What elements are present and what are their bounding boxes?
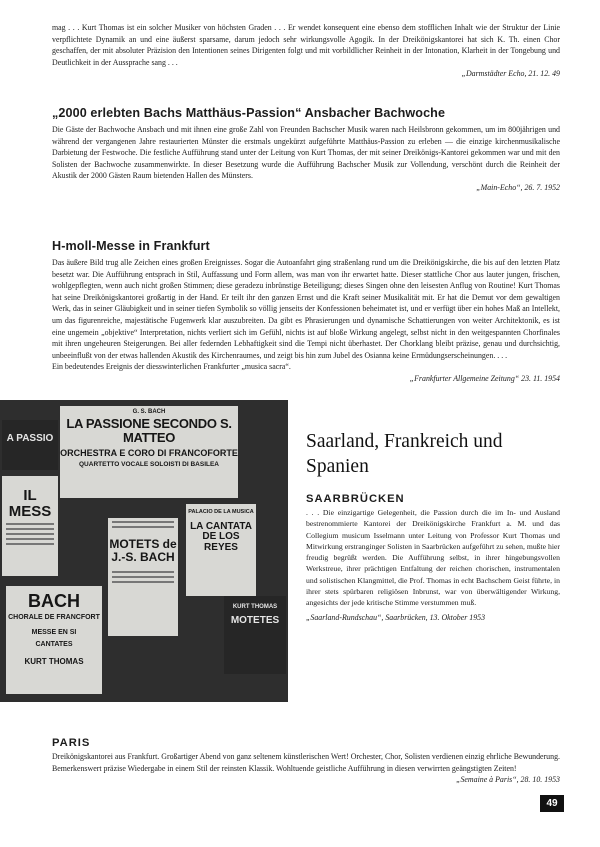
poster-messe-si: MESSE EN SI	[31, 629, 77, 637]
concert-posters-photo	[0, 400, 288, 702]
review-paris	[52, 737, 560, 785]
poster-cantates: CANTATES	[35, 640, 73, 648]
poster-cantata-title: LA CANTATA DE LOS REYES	[190, 520, 252, 553]
intro-source: „Darmstädter Echo, 21. 12. 49	[461, 69, 560, 79]
frankfurt-source: „Frankfurter Allgemeine Zeitung“ 23. 11. 1954	[409, 373, 560, 383]
poster-passione-title: LA PASSIONE SECONDO S. MATTEO	[66, 416, 232, 445]
poster-passio-left	[2, 420, 58, 470]
poster-gs-bach: G. S. BACH	[132, 409, 166, 415]
poster-passione	[60, 406, 238, 498]
poster-kurt-thomas: KURT THOMAS	[24, 656, 84, 666]
intro-review	[52, 22, 560, 79]
ansbach-text: Die Gäste der Bachwoche Ansbach und mit ihnen eine große Zahl von Freunden Bachscher Musik waren nach Heilsbronn gekommen, um im 800jährigen und während der vergangenen Jahre restaurierten Münster die erstmals ungekürzt aufgeführte Matthäus-Passion zu erleben — die einzige kirchenmusikalische Darbietung der Festwoche. Die festliche Aufführung stand unter der Leitung von Kurt Thomas, der mit seiner Dreikönigs-Kantorei gekommen war und mit den Solisten der Bachwoche zusammenwirkte. In dieser Besetzung wurde die Aufführung Bachscher Musik zur Vollendung, verschönt durch die Reinheit der Akustik der 2000 Gästen Raum bietenden Hallen des Münsters.	[52, 125, 560, 181]
poster-motets-title: MOTETS de J.-S. BACH	[109, 537, 177, 564]
saarland-column	[306, 429, 560, 623]
saarland-heading: Saarland, Frankreich und Spanien	[306, 431, 503, 477]
saarbruecken-city: SAARBRÜCKEN	[306, 493, 405, 505]
paris-source: „Semaine à Paris“, 28. 10. 1953	[456, 775, 560, 785]
poster-messe-left-title: IL MESS	[8, 487, 52, 520]
poster-passio-left-title: A PASSIO	[6, 433, 54, 444]
poster-cantata	[186, 504, 256, 596]
poster-thomas-small: KURT THOMAS	[232, 604, 278, 610]
ansbach-heading: „2000 erlebten Bachs Matthäus-Passion“ Ansbacher Bachwoche	[52, 106, 446, 120]
poster-bach-big: BACH	[28, 591, 80, 611]
frankfurt-heading: H-moll-Messe in Frankfurt	[52, 239, 210, 253]
frankfurt-text: Das äußere Bild trug alle Zeichen eines großen Ereignisses. Sogar die Autoanfahrt ging straßenlang rund um die Dreikönigskirche, die bis auf den letzten Platz besetzt war. Die Aufführung entsprach in Stil, Auffassung und Form allem, was man von ihr erwartet hatte. Dieser stattliche Chor aus lauter jungen, frischen, wohlgepflegten, wenn auch nicht großen Stimmen; diese geradezu inbrünstige Beteiligung; dieses Singen ohne den leisesten Anflug von Routine! Kurt Thomas hat seine Dreikönigskantorei großartig in der Hand. Er teilt ihr den ganzen Ernst und die Kraft seiner Musikalität mit. Er hat die Demut vor dem gewaltigen Werk, das in seiner Gläubigkeit und in seiner tiefen Symbolik so völlig jenseits der Konfessionen beheimatet ist, und er verfügt über ein hohes Maß an Intellekt, um das figurenreiche, majestätische Fugenwerk klar auszubreiten. Da gibt es Phrasierungen und dynamische Schattierungen von weiter Architektonik, es ist eine ungemein „objektive“ Interpretation, nichts verliert sich im Gefühl, nichts ist auf bloße Wirkung angelegt, selbst nicht in den weitgespannten Chorfinales mit ihren ungeheuren Steigerungen. Bei aller federnden Lebhaftigkeit sind die Tempi nicht überhastet. Der Chorklang bleibt präzise, genau und durchsichtig, unbeeinflußt von der etwas hallenden Akustik des Kirchenraumes, und zeigt bis hin zum Jubel des Osianna keine Ermüdungserscheinungen. . . . Ein bedeutendes Ereignis der diesswinterlichen Frankfurter „musica sacra“.	[52, 258, 560, 372]
poster-motets	[108, 518, 178, 636]
poster-motetes-title: MOTETES	[230, 615, 280, 627]
intro-text: mag . . . Kurt Thomas ist ein solcher Musiker von höchsten Graden . . . Er wendet konsequent eine ebenso dem stofflichen Inhalt wie der Struktur der Linie verpflichtete Dynamik an und eine äußerst sparsame, darum jedoch sehr wirkungsvolle Agogik. In der Dreikönigskantorei hat sich K. Th. einen Chor geschaffen, der mit absoluter Präzision den Intentionen seines Dirigenten folgt und mit vorbildlicher Reinheit in der Intonation, Klarheit in der Tongebung und Deutlichkeit in der Aussprache sang . . .	[52, 23, 560, 67]
review-frankfurt	[52, 239, 560, 384]
poster-quartetto: QUARTETTO VOCALE SOLOISTI DI BASILEA	[79, 461, 219, 469]
saarbruecken-text: . . . Die einzigartige Gelegenheit, die Passion durch die im In- und Ausland bestrenommierte Kantorei der Dreikönigskirche Frankfurt a. M. und das Collegium musicum Isselmann unter Leitung von Professor Kurt Thomas und Mitwirkung erstranginger Solisten in Saarbrücken aufgeführt zu sehen, mußte hier freudig begrüßt werden. Die Aufführung selbst, in ihrer hingebungsvollen Werkstreue, ihrer prächtigen Entfaltung der reichen chorischen, instrumentalen und solistischen Klangmittel, die Prof. Thomas in echt Bachschem Geist führte, in ihrer stets spürbaren religiösen Inbrunst, war von überwältigender Wirkung, angesichts der jede kritische Stimme verstummen muß.	[306, 508, 560, 608]
page-number: 49	[540, 795, 564, 812]
poster-chorale-title: CHORALE DE FRANCFORT	[8, 613, 100, 621]
paris-city: PARIS	[52, 737, 91, 749]
poster-palacio: PALACIO DE LA MUSICA	[188, 509, 254, 515]
poster-motetes	[224, 596, 286, 674]
saarbruecken-source: „Saarland-Rundschau“, Saarbrücken, 13. Oktober 1953	[306, 612, 486, 622]
poster-messe-left	[2, 476, 58, 576]
paris-text: Dreikönigskantorei aus Frankfurt. Großartiger Abend von ganz seltenem künstlerischen Wert! Orchester, Chor, Solisten verdienen einzig ehrliche Bewunderung. Bemerkenswert präzise Wiedergabe in einem Stil der reinsten Klassik. Wohltuende geistliche Aufführung in diesen verwirrten geängstigten Zeiten!	[52, 752, 560, 773]
poster-orchestra: ORCHESTRA E CORO DI FRANCOFORTE	[60, 447, 238, 458]
ansbach-source: „Main-Echo“, 26. 7. 1952	[476, 182, 560, 192]
poster-chorale	[6, 586, 102, 694]
review-ansbach	[52, 106, 560, 193]
